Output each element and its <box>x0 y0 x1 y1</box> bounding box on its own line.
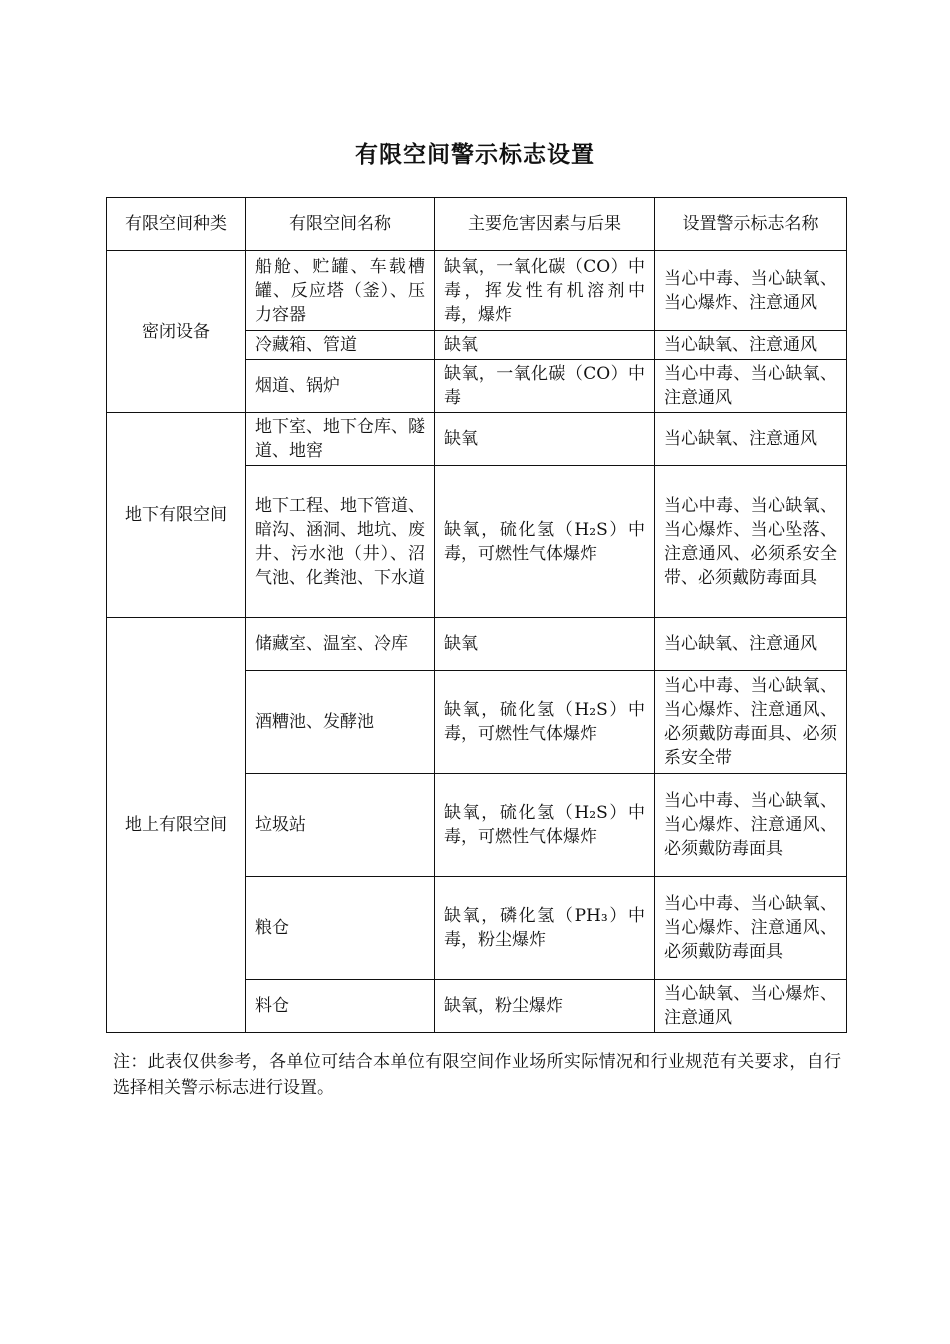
space-name-cell: 储藏室、温室、冷库 <box>246 618 435 671</box>
signs-cell: 当心缺氧、注意通风 <box>655 331 847 360</box>
table-row <box>107 413 847 466</box>
space-name-cell: 垃圾站 <box>246 774 435 877</box>
header-signs: 设置警示标志名称 <box>655 198 847 251</box>
hazard-cell: 缺氧 <box>435 331 655 360</box>
space-name-cell: 地下工程、地下管道、暗沟、涵洞、地坑、废井、污水池（井）、沼气池、化粪池、下水道 <box>246 466 435 618</box>
signs-cell: 当心中毒、当心缺氧、当心爆炸、当心坠落、注意通风、必须系安全带、必须戴防毒面具 <box>655 466 847 618</box>
table-header-row <box>107 198 847 251</box>
signs-cell: 当心缺氧、当心爆炸、注意通风 <box>655 980 847 1033</box>
space-name-cell: 料仓 <box>246 980 435 1033</box>
page-title: 有限空间警示标志设置 <box>355 142 595 168</box>
category-cell: 地上有限空间 <box>107 618 246 1033</box>
hazard-cell: 缺氧，一氧化碳（CO）中毒，挥发性有机溶剂中毒，爆炸 <box>435 251 655 331</box>
hazard-cell: 缺氧 <box>435 618 655 671</box>
hazard-cell: 缺氧，硫化氢（H₂S）中毒，可燃性气体爆炸 <box>435 671 655 774</box>
signs-cell: 当心中毒、当心缺氧、当心爆炸、注意通风、必须戴防毒面具 <box>655 877 847 980</box>
signs-cell: 当心中毒、当心缺氧、注意通风 <box>655 360 847 413</box>
category-cell: 密闭设备 <box>107 251 246 413</box>
signs-cell: 当心缺氧、注意通风 <box>655 618 847 671</box>
space-name-cell: 冷藏箱、管道 <box>246 331 435 360</box>
signs-cell: 当心缺氧、注意通风 <box>655 413 847 466</box>
hazard-cell: 缺氧，硫化氢（H₂S）中毒，可燃性气体爆炸 <box>435 466 655 618</box>
signs-cell: 当心中毒、当心缺氧、当心爆炸、注意通风、必须戴防毒面具、必须系安全带 <box>655 671 847 774</box>
header-category: 有限空间种类 <box>107 198 246 251</box>
table-row <box>107 618 847 671</box>
table-row <box>107 251 847 331</box>
space-name-cell: 酒糟池、发酵池 <box>246 671 435 774</box>
space-name-cell: 地下室、地下仓库、隧道、地窖 <box>246 413 435 466</box>
hazard-cell: 缺氧，磷化氢（PH₃）中毒，粉尘爆炸 <box>435 877 655 980</box>
hazard-cell: 缺氧，粉尘爆炸 <box>435 980 655 1033</box>
header-hazard: 主要危害因素与后果 <box>435 198 655 251</box>
hazard-cell: 缺氧，一氧化碳（CO）中毒 <box>435 360 655 413</box>
category-cell: 地下有限空间 <box>107 413 246 618</box>
hazard-cell: 缺氧 <box>435 413 655 466</box>
hazard-cell: 缺氧，硫化氢（H₂S）中毒，可燃性气体爆炸 <box>435 774 655 877</box>
warning-sign-table <box>106 197 847 1033</box>
space-name-cell: 烟道、锅炉 <box>246 360 435 413</box>
space-name-cell: 船舱、贮罐、车载槽罐、反应塔（釜）、压力容器 <box>246 251 435 331</box>
signs-cell: 当心中毒、当心缺氧、当心爆炸、注意通风、必须戴防毒面具 <box>655 774 847 877</box>
space-name-cell: 粮仓 <box>246 877 435 980</box>
footnote: 注：此表仅供参考，各单位可结合本单位有限空间作业场所实际情况和行业规范有关要求，自行选择相关警示标志进行设置。 <box>113 1052 841 1098</box>
header-space-name: 有限空间名称 <box>246 198 435 251</box>
signs-cell: 当心中毒、当心缺氧、当心爆炸、注意通风 <box>655 251 847 331</box>
